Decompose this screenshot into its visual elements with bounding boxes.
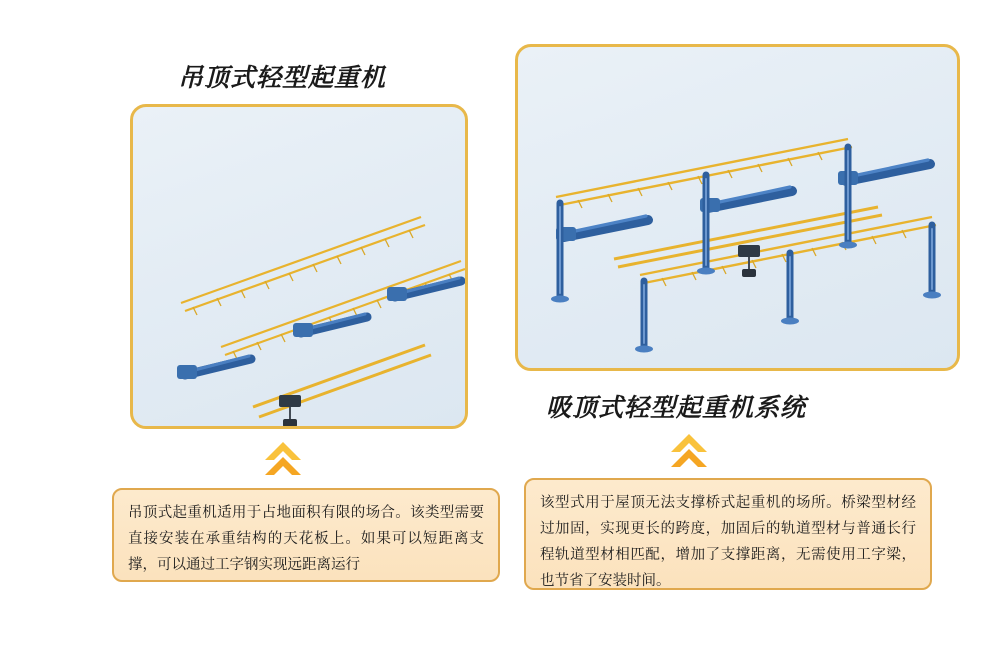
right-crane-illustration-frame — [515, 44, 960, 371]
hoist-unit — [279, 395, 301, 427]
left-crane-illustration-frame — [130, 104, 468, 429]
right-down-arrow-icon — [668, 432, 710, 474]
floor-supported-light-crane-system-illustration — [518, 47, 960, 371]
ceiling-suspended-light-crane-illustration — [133, 107, 468, 429]
left-caption-box: 吊顶式起重机适用于占地面积有限的场合。该类型需要直接安装在承重结构的天花板上。如果可以短距离支撑，可以通过工字钢实现远距离运行 — [112, 488, 500, 582]
left-diagram-title: 吊顶式轻型起重机 — [178, 64, 387, 92]
right-diagram-title: 吸顶式轻型起重机系统 — [546, 394, 807, 422]
right-caption-box: 该型式用于屋顶无法支撑桥式起重机的场所。桥梁型材经过加固，实现更长的跨度，加固后的轨道型材与普通长行程轨道型材相匹配，增加了支撑距离，无需使用工字梁，也节省了安装时间。 — [524, 478, 932, 590]
left-down-arrow-icon — [262, 440, 304, 482]
